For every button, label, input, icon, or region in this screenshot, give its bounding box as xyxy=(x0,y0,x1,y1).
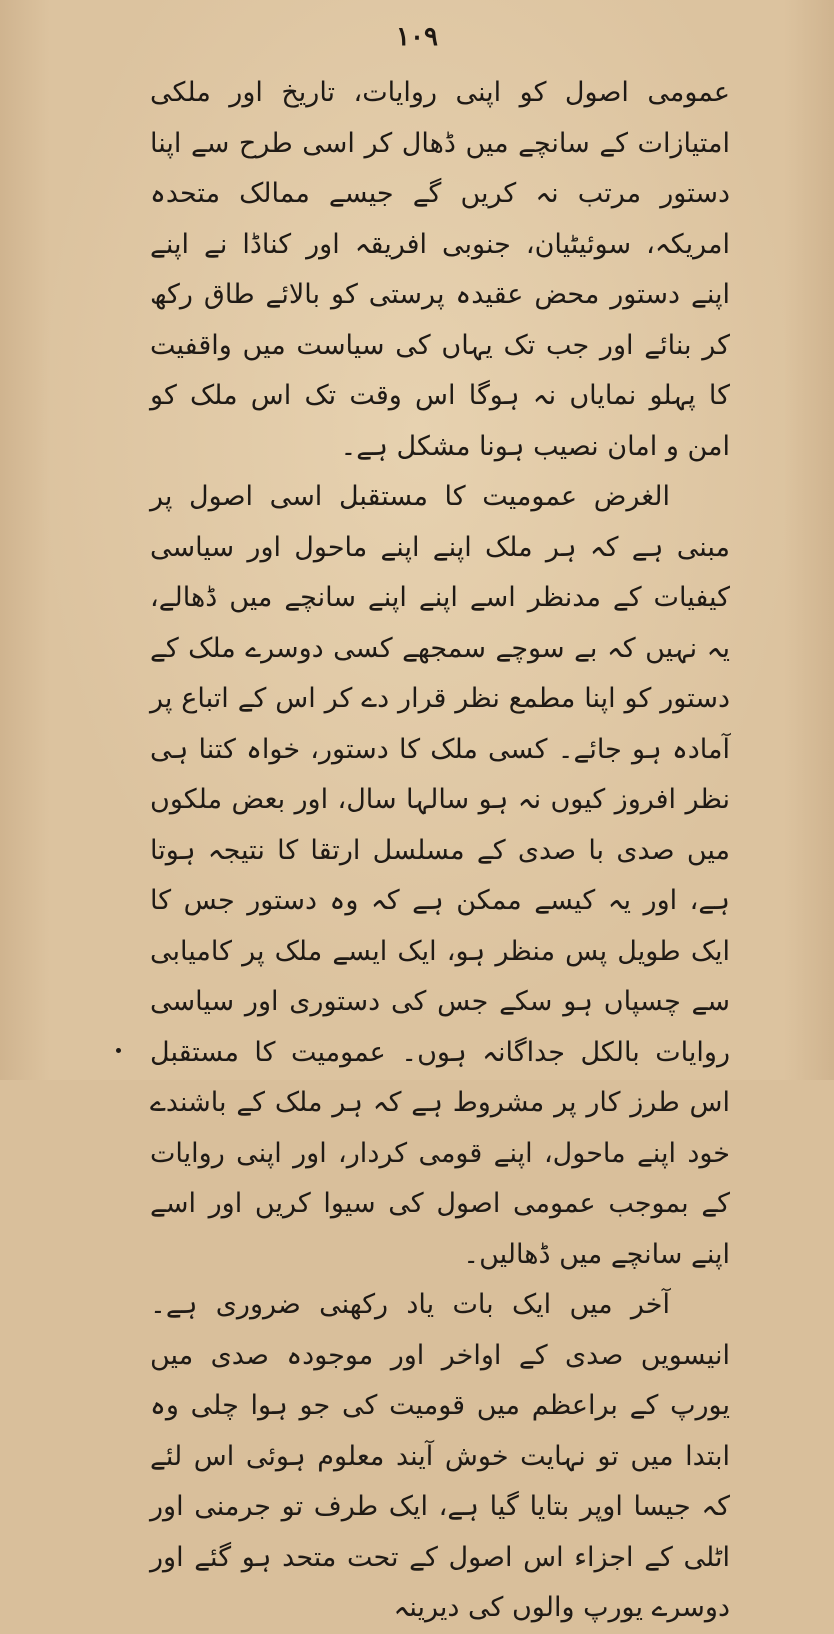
paragraph-2: الغرض عمومیت کا مستقبل اسی اصول پر مبنی ہے کہ ہر ملک اپنے اپنے ماحول اور سیاسی کیفیات کے مدنظر اسے اپنے اپنے سانچے میں ڈھالے، یہ نہیں کہ بے سوچے سمجھے کسی دوسرے ملک کے دستور کو اپنا مطمع نظر قرار دے کر اس کے اتباع پر آمادہ ہو جائے۔ کسی ملک کا دستور، خواہ کتنا ہی نظر افروز کیوں نہ ہو سالہا سال، اور بعض ملکوں میں صدی با صدی کے مسلسل ارتقا کا نتیجہ ہوتا ہے، اور یہ کیسے ممکن ہے کہ وہ دستور جس کا ایک طویل پس منظر ہو، ایک ایسے ملک پر کامیابی سے چسپاں ہو سکے جس کی دستوری اور سیاسی روایات بالکل جداگانہ ہوں۔ عمومیت کا مستقبل اس طرز کار پر مشروط ہے کہ ہر ملک کے باشندے خود اپنے ماحول، اپنے قومی کردار، اور اپنی روایات کے بموجب عمومی اصول کی سیوا کریں اور اسے اپنے سانچے میں ڈھالیں۔ xyxy=(150,481,730,1270)
body-text xyxy=(150,68,730,1634)
page-number: ۱۰۹ xyxy=(396,22,438,52)
ink-dot xyxy=(116,1048,121,1053)
paragraph-3: آخر میں ایک بات یاد رکھنی ضروری ہے۔ انیسویں صدی کے اواخر اور موجودہ صدی میں یورپ کے براعظم میں قومیت کی جو ہوا چلی وہ ابتدا میں تو نہایت خوش آیند معلوم ہوئی اس لئے کہ جیسا اوپر بتایا گیا ہے، ایک طرف تو جرمنی اور اٹلی کے اجزاء اس اصول کے تحت متحد ہو گئے اور دوسرے یورپ والوں کی دیرینہ xyxy=(150,1289,730,1623)
paragraph-1: عمومی اصول کو اپنی روایات، تاریخ اور ملکی امتیازات کے سانچے میں ڈھال کر اسی طرح سے اپنا دستور مرتب نہ کریں گے جیسے ممالک متحدہ امریکہ، سوئیٹیان، جنوبی افریقہ اور کناڈا نے اپنے اپنے دستور محض عقیدہ پرستی کو بالائے طاق رکھ کر بنائے اور جب تک یہاں کی سیاست میں واقفیت کا پہلو نمایاں نہ ہوگا اس وقت تک اس ملک کو امن و امان نصیب ہونا مشکل ہے۔ xyxy=(150,77,730,462)
